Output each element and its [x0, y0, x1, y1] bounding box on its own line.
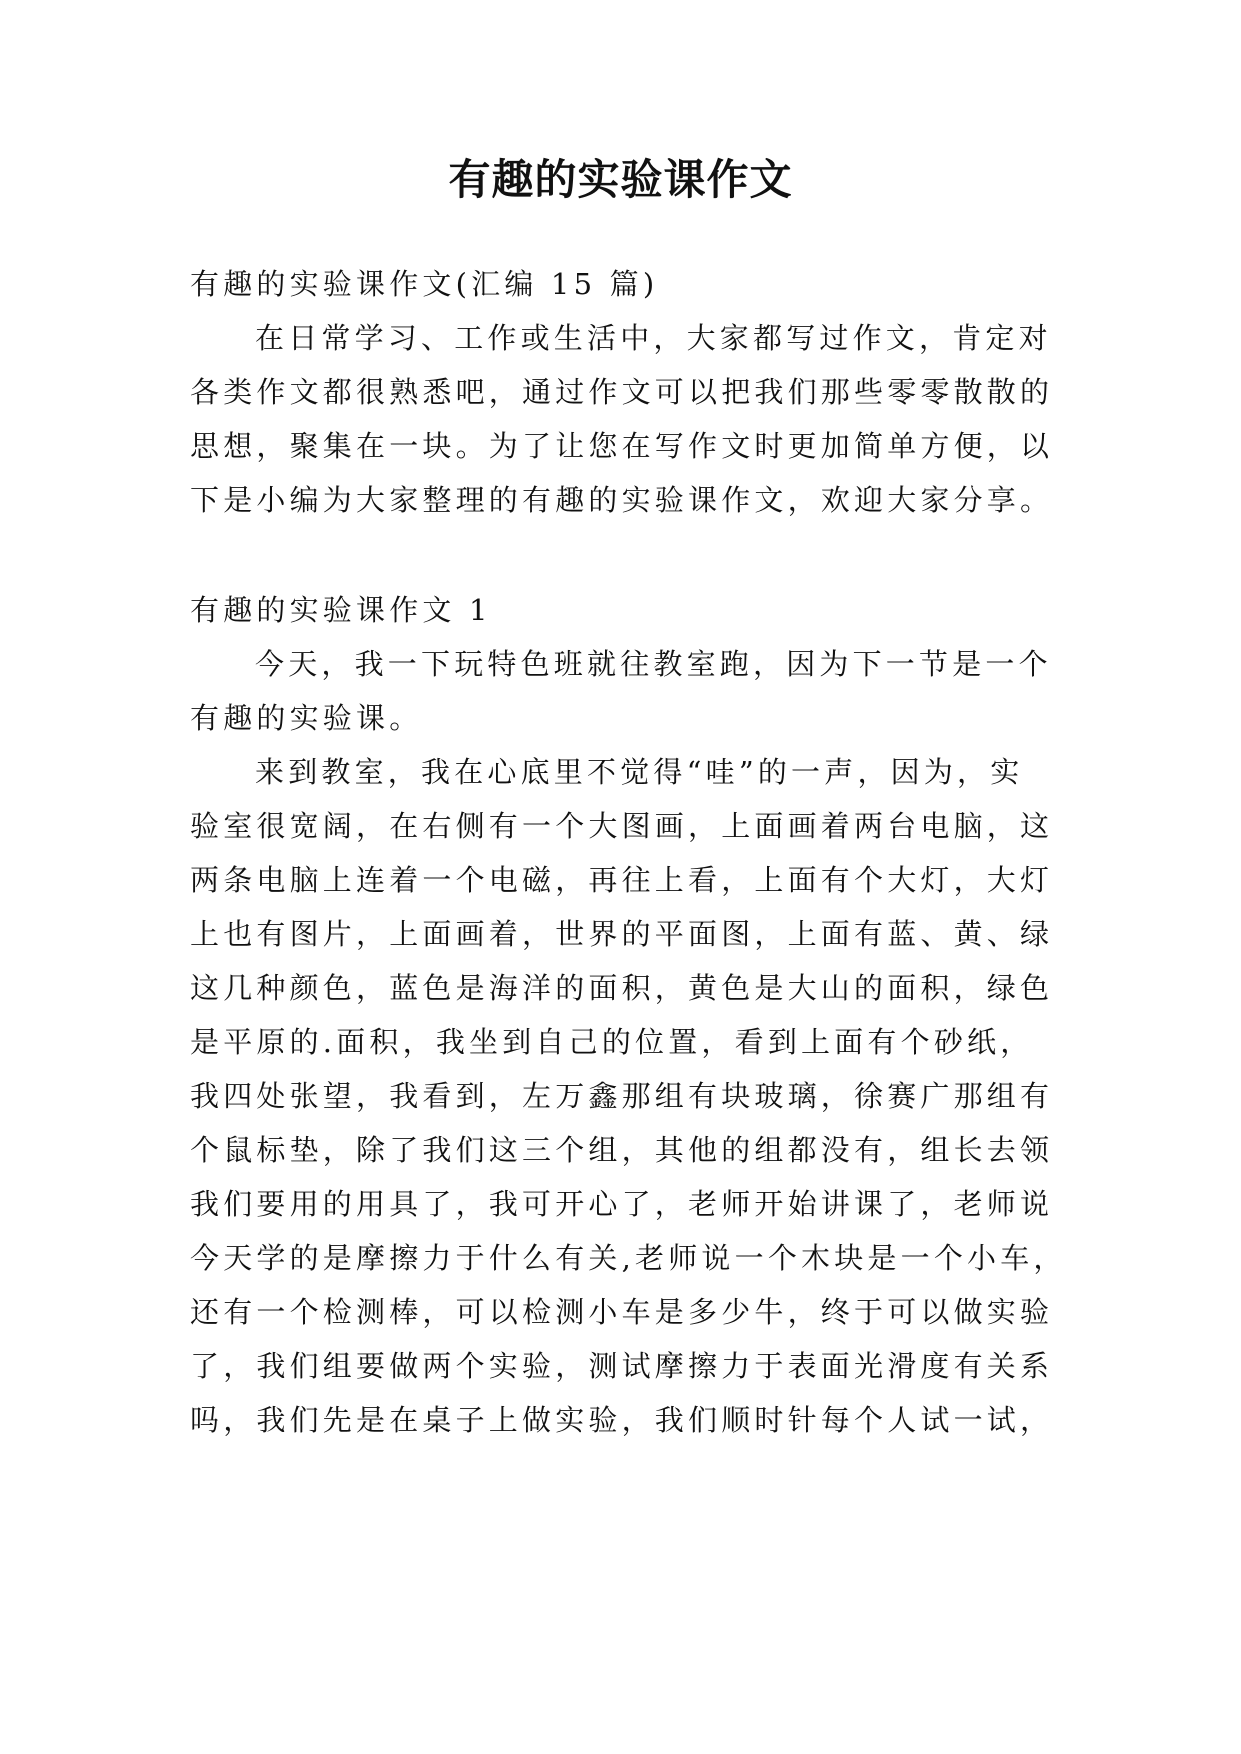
essay-paragraph-line: 我四处张望，我看到，左万鑫那组有块玻璃，徐赛广那组有	[190, 1079, 1054, 1113]
essay-paragraph-line: 这几种颜色，蓝色是海洋的面积，黄色是大山的面积，绿色	[190, 971, 1054, 1005]
essay-paragraph-line: 是平原的.面积，我坐到自己的位置，看到上面有个砂纸，	[190, 1025, 1034, 1059]
essay-paragraph-line: 两条电脑上连着一个电磁，再往上看，上面有个大灯，大灯	[190, 863, 1054, 897]
intro-paragraph-line: 下是小编为大家整理的有趣的实验课作文，欢迎大家分享。	[190, 483, 1054, 517]
collection-subtitle: 有趣的实验课作文(汇编 15 篇)	[190, 267, 659, 301]
essay-paragraph-line: 有趣的实验课。	[190, 701, 423, 735]
intro-paragraph-line: 在日常学习、工作或生活中，大家都写过作文，肯定对	[255, 321, 1052, 355]
intro-paragraph-line: 思想，聚集在一块。为了让您在写作文时更加简单方便，以	[190, 429, 1054, 463]
essay-paragraph-line: 今天学的是摩擦力于什么有关,老师说一个木块是一个小车，	[190, 1241, 1067, 1275]
essay-paragraph-line: 验室很宽阔，在右侧有一个大图画，上面画着两台电脑，这	[190, 809, 1054, 843]
essay-paragraph-line: 上也有图片，上面画着，世界的平面图，上面有蓝、黄、绿	[190, 917, 1054, 951]
essay-paragraph-line: 吗，我们先是在桌子上做实验，我们顺时针每个人试一试，	[190, 1403, 1054, 1437]
essay-paragraph-line: 今天，我一下玩特色班就往教室跑，因为下一节是一个	[255, 647, 1052, 681]
essay-heading: 有趣的实验课作文 1	[190, 593, 492, 627]
intro-paragraph-line: 各类作文都很熟悉吧，通过作文可以把我们那些零零散散的	[190, 375, 1054, 409]
essay-paragraph-line: 还有一个检测棒，可以检测小车是多少牛，终于可以做实验	[190, 1295, 1054, 1329]
essay-paragraph-line: 我们要用的用具了，我可开心了，老师开始讲课了，老师说	[190, 1187, 1054, 1221]
essay-paragraph-line: 个鼠标垫，除了我们这三个组，其他的组都没有，组长去领	[190, 1133, 1054, 1167]
document-title: 有趣的实验课作文	[448, 155, 793, 204]
essay-paragraph-line: 来到教室，我在心底里不觉得“哇”的一声，因为，实	[255, 755, 1024, 789]
essay-paragraph-line: 了，我们组要做两个实验，测试摩擦力于表面光滑度有关系	[190, 1349, 1054, 1383]
